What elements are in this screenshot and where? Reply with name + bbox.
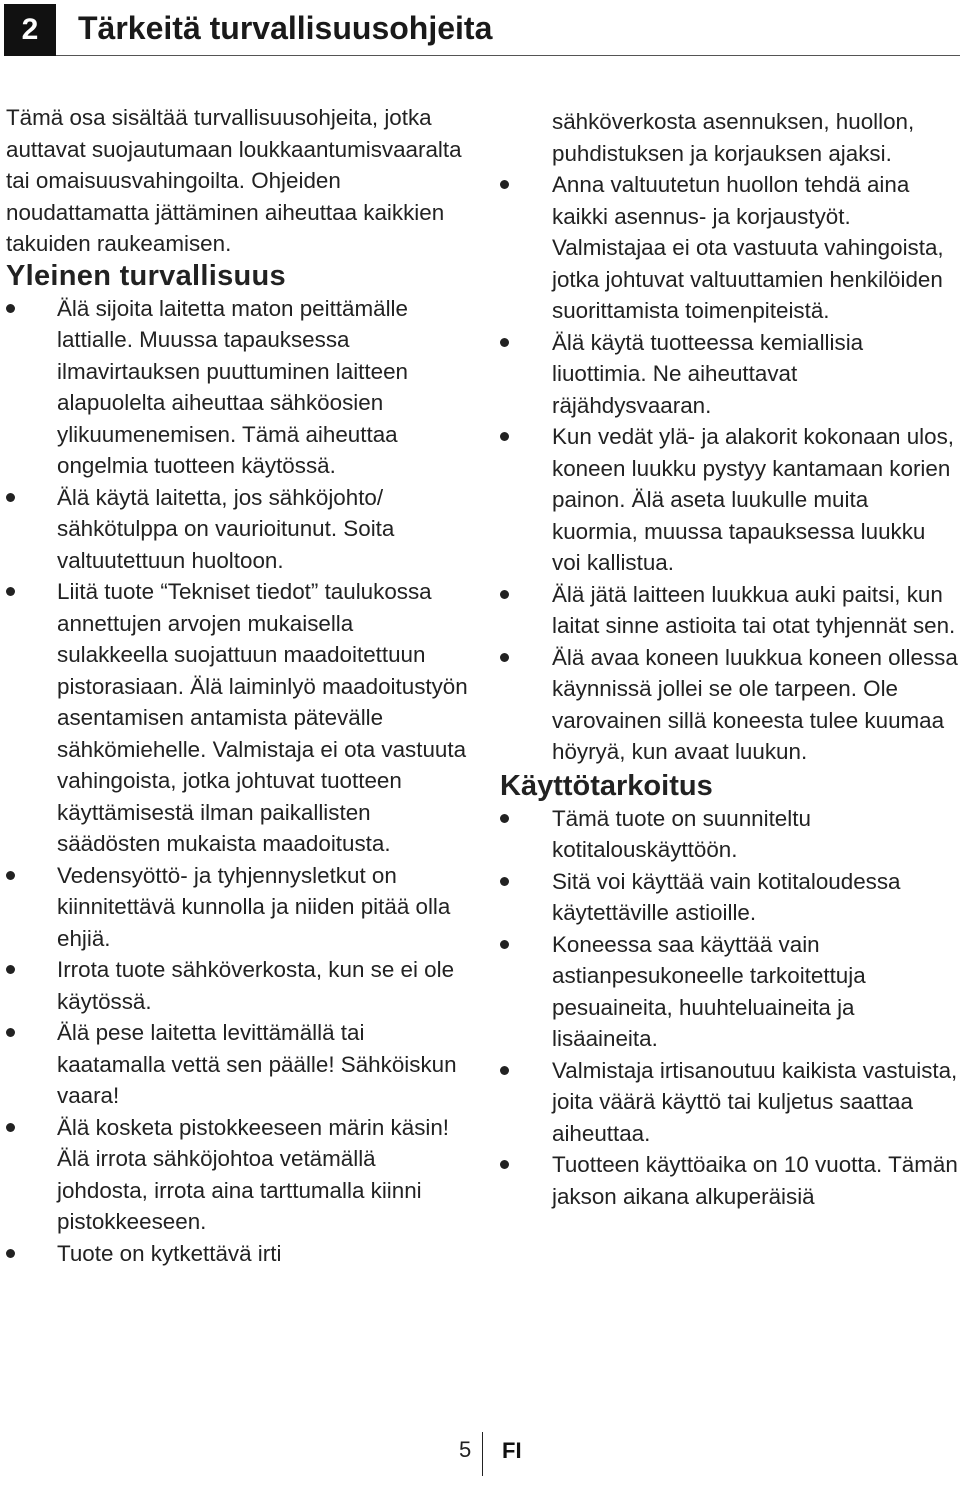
list-item: Anna valtuutetun huollon tehdä aina kaikki asennus- ja korjaustyöt. Valmistajaa ei ota vastuuta vahingoista, jotka johtuvat valtuuttamien henkilöiden suorittamista toimenpiteistä. xyxy=(500,169,960,327)
left-column xyxy=(6,102,468,1269)
list-item: Älä jätä laitteen luukkua auki paitsi, kun laitat sinne astioita tai otat tyhjennät sen. xyxy=(500,579,960,642)
list-item: Valmistaja irtisanoutuu kaikista vastuista, joita väärä käyttö tai kuljetus saattaa aiheuttaa. xyxy=(500,1055,960,1150)
section-number-badge: 2 xyxy=(4,4,56,56)
right-column xyxy=(500,106,960,1212)
list-item: Kun vedät ylä- ja alakorit kokonaan ulos, koneen luukku pystyy kantamaan korien painon. Älä aseta luukulle muita kuormia, muussa tapauksessa luukku voi kallistua. xyxy=(500,421,960,579)
footer-divider xyxy=(482,1432,483,1476)
list-item: Liitä tuote “Tekniset tiedot” taulukossa annettujen arvojen mukaisella sulakkeella suojattuun maadoitettuun pistorasiaan. Älä laiminlyö maadoitustyön asentamisen antamista pätevälle sähkömiehelle. Valmistaja ei ota vastuuta vahingoista, jotka johtuvat tuotteen käyttämisestä ilman paikallisten säädösten mukaista maadoitusta. xyxy=(6,576,468,860)
list-item: Tämä tuote on suunniteltu kotitalouskäyttöön. xyxy=(500,803,960,866)
section-title: Tärkeitä turvallisuusohjeita xyxy=(78,10,493,46)
list-item: Tuotteen käyttöaika on 10 vuotta. Tämän jakson aikana alkuperäisiä xyxy=(500,1149,960,1212)
intended-use-list xyxy=(500,803,960,1213)
language-code: FI xyxy=(502,1438,522,1463)
list-item: Sitä voi käyttää vain kotitaloudessa käytettäville astioille. xyxy=(500,866,960,929)
section-header xyxy=(0,0,960,64)
list-item: Tuote on kytkettävä irti xyxy=(6,1238,468,1270)
intended-use-heading: Käyttötarkoitus xyxy=(500,769,713,802)
header-divider xyxy=(56,55,960,56)
list-item: Irrota tuote sähköverkosta, kun se ei ole käytössä. xyxy=(6,954,468,1017)
list-item: Älä pese laitetta levittämällä tai kaatamalla vettä sen päälle! Sähköiskun vaara! xyxy=(6,1017,468,1112)
list-item: Vedensyöttö- ja tyhjennysletkut on kiinnitettävä kunnolla ja niiden pitää olla ehjiä. xyxy=(6,860,468,955)
list-item-continuation: sähköverkosta asennuksen, huollon, puhdistuksen ja korjauksen ajaksi. xyxy=(552,109,915,166)
list-item: Älä sijoita laitetta maton peittämälle lattialle. Muussa tapauksessa ilmavirtauksen puuttuminen laitteen alapuolelta aiheuttaa sähköosien ylikuumenemisen. Tämä aiheuttaa ongelmia tuotteen käytössä. xyxy=(6,293,468,482)
general-safety-list-continued xyxy=(500,169,960,768)
general-safety-heading: Yleinen turvallisuus xyxy=(6,259,286,292)
list-item: Älä avaa koneen luukkua koneen ollessa käynnissä jollei se ole tarpeen. Ole varovainen sillä koneesta tulee kuumaa höyryä, kun avaat luukun. xyxy=(500,642,960,768)
list-item: Älä käytä laitetta, jos sähköjohto/ sähkötulppa on vaurioitunut. Soita valtuutettuun huoltoon. xyxy=(6,482,468,577)
list-item: Koneessa saa käyttää vain astianpesukoneelle tarkoitettuja pesuaineita, huuhteluaineita ja lisäaineita. xyxy=(500,929,960,1055)
general-safety-list xyxy=(6,293,468,1270)
list-item: Älä kosketa pistokkeeseen märin käsin! Älä irrota sähköjohtoa vetämällä johdosta, irrota aina tarttumalla kiinni pistokkeeseen. xyxy=(6,1112,468,1238)
intro-paragraph: Tämä osa sisältää turvallisuusohjeita, jotka auttavat suojautumaan loukkaantumisvaaralta tai omaisuusvahingoilta. Ohjeiden noudattamatta jättäminen aiheuttaa kaikkien takuiden raukeamisen. xyxy=(6,105,462,256)
page-number: 5 xyxy=(459,1437,472,1462)
list-item: Älä käytä tuotteessa kemiallisia liuottimia. Ne aiheuttavat räjähdysvaaran. xyxy=(500,327,960,422)
